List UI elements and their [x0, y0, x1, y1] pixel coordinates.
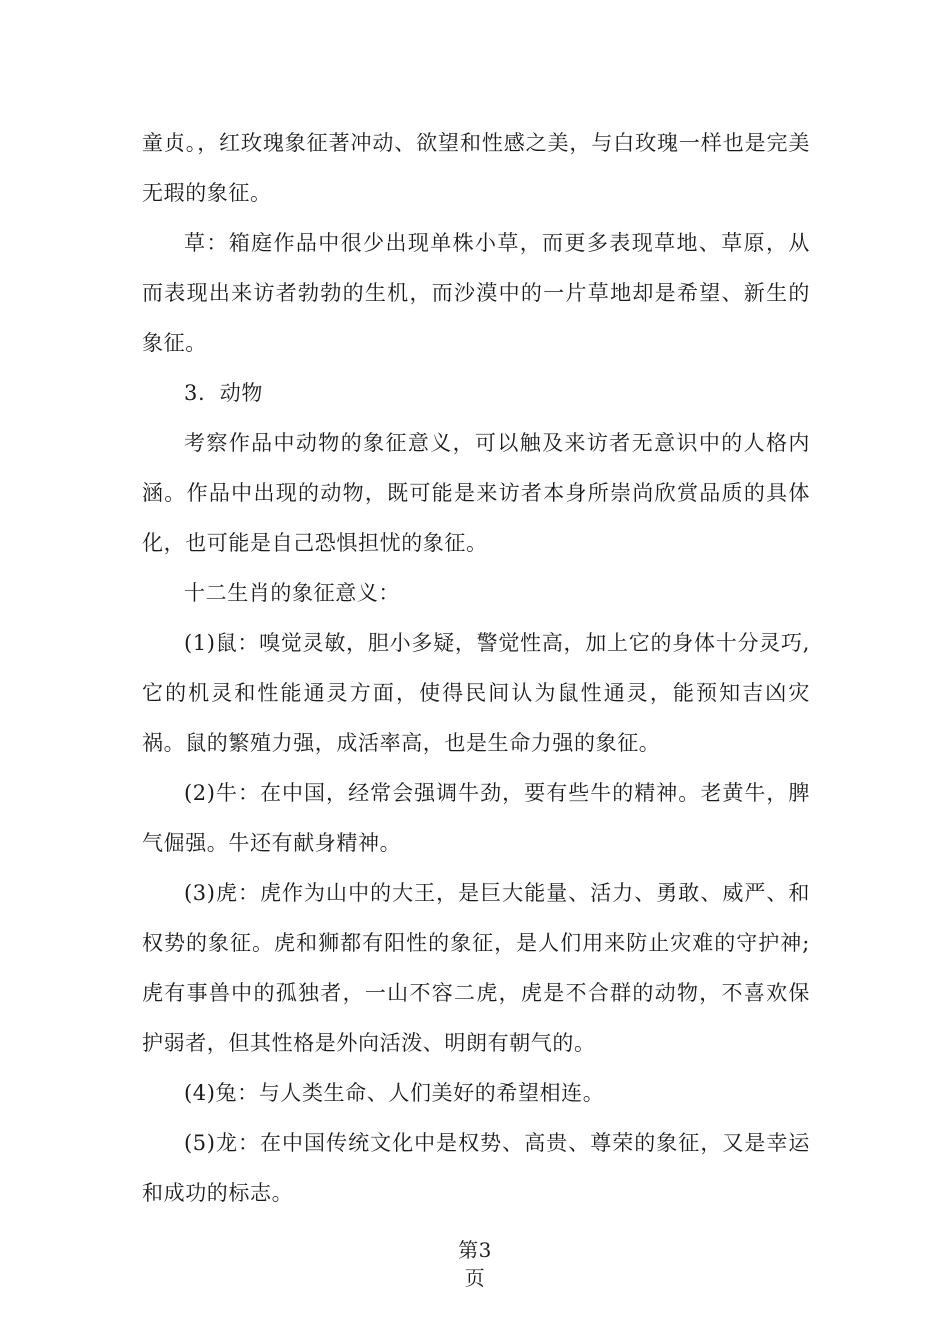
paragraph-grass: 草：箱庭作品中很少出现单株小草，而更多表现草地、草原，从而表现出来访者勃勃的生机，而沙漠中的一片草地却是希望、新生的象征。	[142, 231, 810, 355]
paragraph-rat: (1)鼠：嗅觉灵敏，胆小多疑，警觉性高，加上它的身体十分灵巧,它的机灵和性能通灵方面，使得民间认为鼠性通灵，能预知吉凶灾祸。鼠的繁殖力强，成活率高，也是生命力强的象征。	[142, 631, 810, 755]
paragraph-rose-continuation: 童贞。，红玫瑰象征著冲动、欲望和性感之美，与白玫瑰一样也是完美无瑕的象征。	[142, 131, 810, 205]
document-body	[142, 118, 810, 1218]
paragraph-rabbit: (4)兔：与人类生命、人们美好的希望相连。	[184, 1081, 605, 1105]
page-number-line2: 页	[464, 1266, 486, 1290]
page-number	[0, 1236, 950, 1292]
page-number-line1: 第3	[458, 1238, 492, 1262]
section-heading-animals: 3. 动物	[184, 381, 263, 405]
paragraph-ox: (2)牛：在中国，经常会强调牛劲，要有些牛的精神。老黄牛，脾气倔强。牛还有献身精神。	[142, 781, 810, 855]
paragraph-tiger: (3)虎：虎作为山中的大王，是巨大能量、活力、勇敢、威严、和权势的象征。虎和狮都有阳性的象征，是人们用来防止灾难的守护神;虎有事兽中的孤独者，一山不容二虎，虎是不合群的动物，不喜欢保护弱者，但其性格是外向活泼、明朗有朝气的。	[142, 881, 810, 1055]
paragraph-animal-symbolism: 考察作品中动物的象征意义，可以触及来访者无意识中的人格内涵。作品中出现的动物，既可能是来访者本身所崇尚欣赏品质的具体化，也可能是自己恐惧担忧的象征。	[142, 431, 810, 555]
paragraph-zodiac-intro: 十二生肖的象征意义：	[184, 581, 400, 605]
paragraph-dragon: (5)龙：在中国传统文化中是权势、高贵、尊荣的象征，又是幸运和成功的标志。	[142, 1131, 810, 1205]
